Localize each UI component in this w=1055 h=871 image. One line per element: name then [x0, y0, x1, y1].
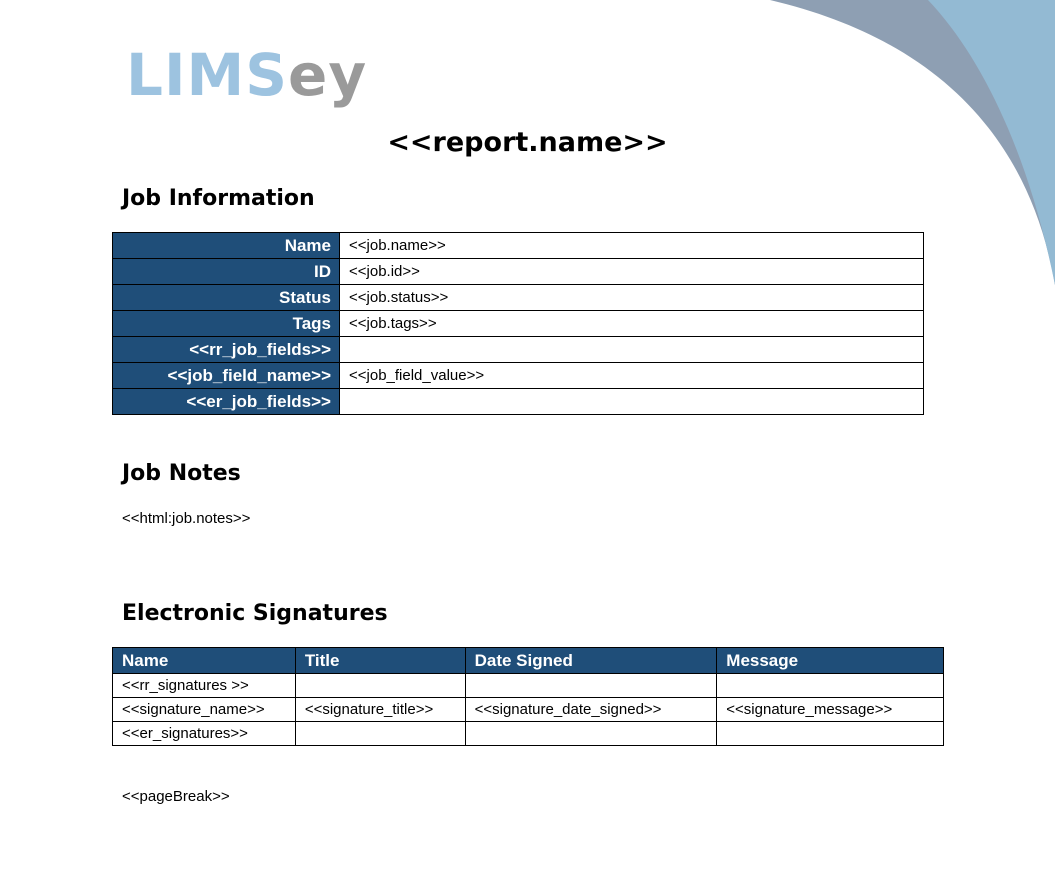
table-cell: <<signature_name>> — [113, 698, 296, 722]
table-row — [113, 285, 924, 311]
table-cell — [465, 722, 717, 746]
limsey-logo — [126, 41, 368, 109]
logo-text-ey: ey — [288, 41, 368, 109]
job-name-value: <<job.name>> — [340, 233, 924, 259]
job-status-value: <<job.status>> — [340, 285, 924, 311]
er-job-fields-label: <<er_job_fields>> — [113, 389, 340, 415]
electronic-signatures-table — [112, 647, 944, 746]
table-cell: <<rr_signatures >> — [113, 674, 296, 698]
column-header-name: Name — [113, 648, 296, 674]
table-header-row — [113, 648, 944, 674]
job-notes-content: <<html:job.notes>> — [122, 510, 251, 527]
job-id-label: ID — [113, 259, 340, 285]
table-row — [113, 311, 924, 337]
table-row — [113, 233, 924, 259]
table-cell: <<er_signatures>> — [113, 722, 296, 746]
table-row — [113, 363, 924, 389]
report-title: <<report.name>> — [387, 127, 668, 158]
table-row — [113, 674, 944, 698]
rr-job-fields-label: <<rr_job_fields>> — [113, 337, 340, 363]
job-name-label: Name — [113, 233, 340, 259]
table-cell — [717, 722, 944, 746]
er-job-fields-value — [340, 389, 924, 415]
table-cell — [465, 674, 717, 698]
page-break-marker: <<pageBreak>> — [122, 788, 230, 805]
column-header-message: Message — [717, 648, 944, 674]
table-cell — [295, 722, 465, 746]
job-field-value: <<job_field_value>> — [340, 363, 924, 389]
rr-job-fields-value — [340, 337, 924, 363]
table-cell: <<signature_message>> — [717, 698, 944, 722]
table-cell: <<signature_date_signed>> — [465, 698, 717, 722]
table-row — [113, 389, 924, 415]
table-cell — [717, 674, 944, 698]
job-tags-label: Tags — [113, 311, 340, 337]
job-field-name-label: <<job_field_name>> — [113, 363, 340, 389]
table-row — [113, 698, 944, 722]
table-cell: <<signature_title>> — [295, 698, 465, 722]
column-header-date-signed: Date Signed — [465, 648, 717, 674]
job-id-value: <<job.id>> — [340, 259, 924, 285]
table-row — [113, 337, 924, 363]
table-row — [113, 259, 924, 285]
column-header-title: Title — [295, 648, 465, 674]
table-row — [113, 722, 944, 746]
job-information-heading: Job Information — [122, 186, 315, 211]
job-notes-heading: Job Notes — [122, 461, 241, 486]
logo-text-lims: LIMS — [126, 41, 289, 109]
job-tags-value: <<job.tags>> — [340, 311, 924, 337]
table-cell — [295, 674, 465, 698]
electronic-signatures-heading: Electronic Signatures — [122, 601, 388, 626]
job-status-label: Status — [113, 285, 340, 311]
job-information-table — [112, 232, 924, 415]
